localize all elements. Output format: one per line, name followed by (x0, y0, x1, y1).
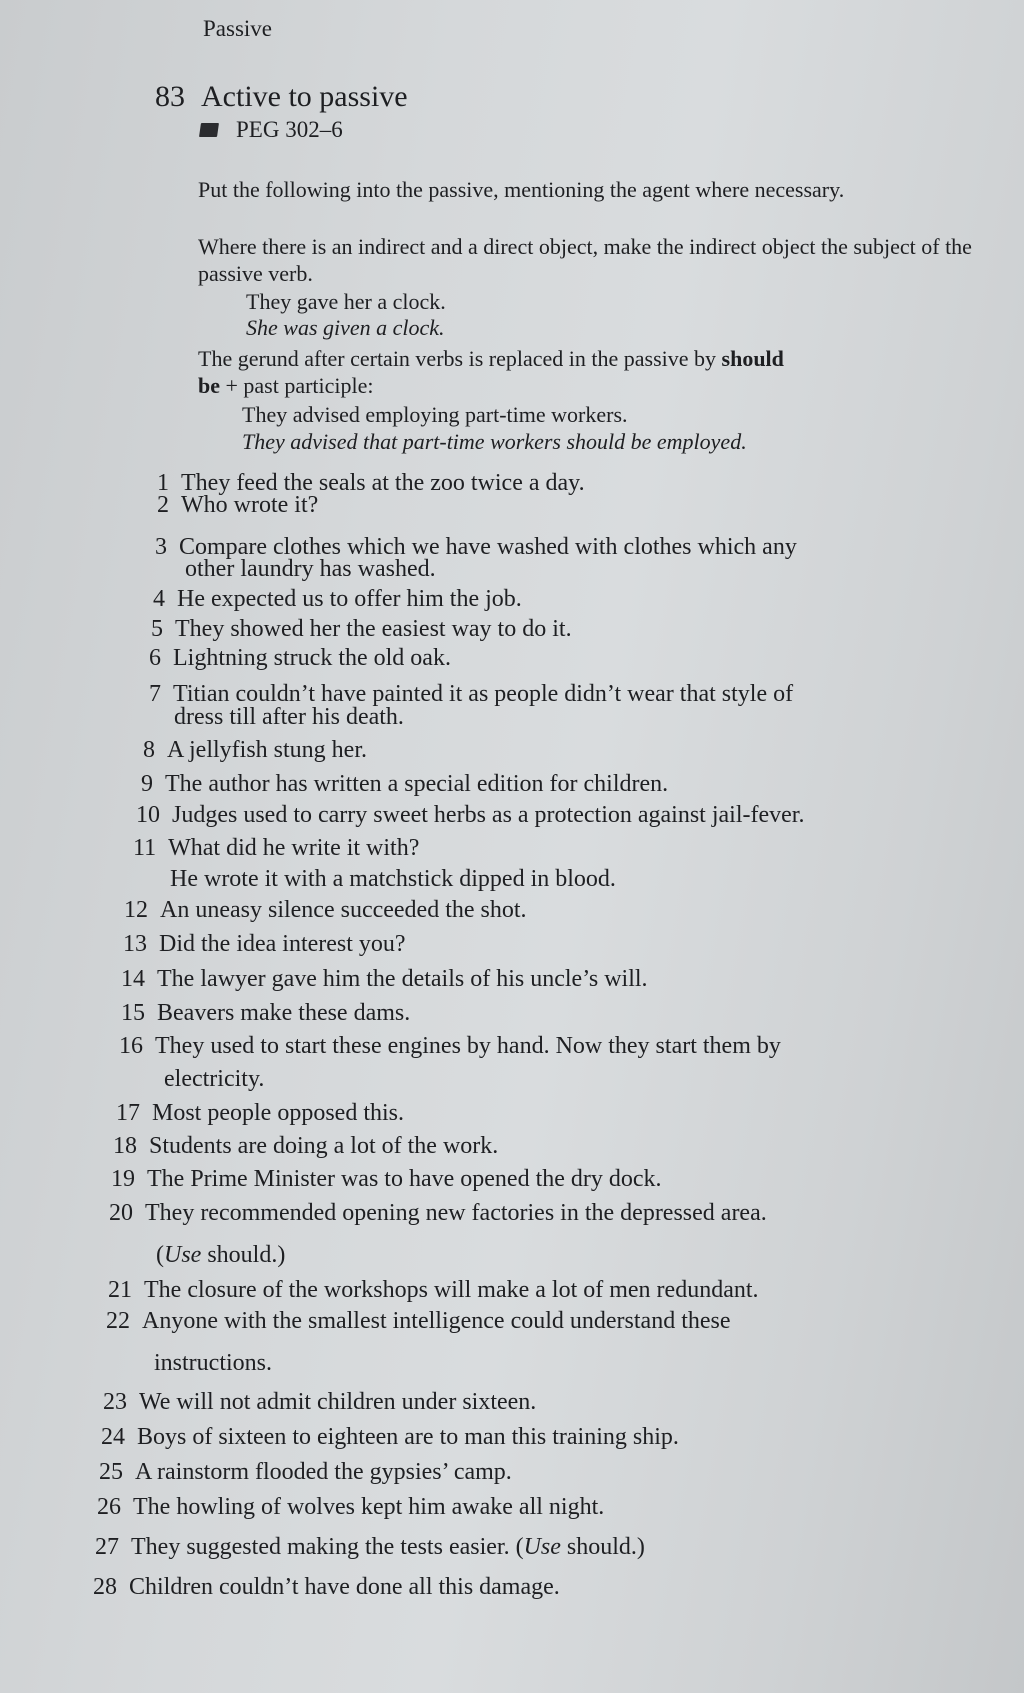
list-item: 18 Students are doing a lot of the work. (113, 1133, 499, 1159)
grammar-reference (200, 117, 343, 143)
list-item: 7 Titian couldn’t have painted it as people didn’t wear that style of (149, 681, 794, 707)
exercise-title (155, 80, 408, 114)
example-2-active: They advised employing part-time workers. (242, 402, 628, 427)
list-item: 22 Anyone with the smallest intelligence could understand these (106, 1308, 731, 1334)
list-item: 23 We will not admit children under sixteen. (103, 1389, 537, 1415)
list-item: 16 They used to start these engines by hand. Now they start them by (119, 1033, 781, 1059)
list-item: 19 The Prime Minister was to have opened the dry dock. (111, 1166, 662, 1192)
list-item: 15 Beavers make these dams. (121, 1000, 411, 1026)
list-item: 24 Boys of sixteen to eighteen are to man this training ship. (101, 1424, 679, 1450)
list-item-continuation: instructions. (154, 1350, 272, 1376)
reference-text: PEG 302–6 (236, 117, 343, 142)
example-2-passive: They advised that part-time workers should be employed. (242, 429, 747, 454)
list-item: 1 They feed the seals at the zoo twice a day. (157, 470, 585, 496)
list-item: 17 Most people opposed this. (116, 1100, 404, 1126)
rule-2-text: The gerund after certain verbs is replaced in the passive by (198, 346, 717, 371)
rule-2-be: be (198, 373, 220, 398)
list-item: 3 Compare clothes which we have washed with clothes which any (155, 534, 797, 560)
list-item: 11 What did he write it with? (133, 835, 420, 861)
book-icon (199, 123, 219, 137)
list-item-continuation: other laundry has washed. (185, 556, 436, 582)
exercise-number: 83 (155, 80, 185, 113)
list-item-continuation: dress till after his death. (174, 704, 404, 730)
rule-2-rest: + past participle: (225, 373, 374, 398)
list-item: 14 The lawyer gave him the details of his uncle’s will. (121, 966, 648, 992)
instructions-rule-2 (198, 345, 998, 399)
rule-2-should: should (721, 346, 784, 371)
list-item: 6 Lightning struck the old oak. (149, 645, 451, 671)
list-item-continuation: He wrote it with a matchstick dipped in blood. (170, 866, 616, 892)
list-item: 10 Judges used to carry sweet herbs as a protection against jail-fever. (136, 802, 805, 828)
list-item: 2 Who wrote it? (157, 492, 319, 518)
list-item: 20 They recommended opening new factories in the depressed area. (109, 1200, 767, 1226)
example-1-passive: She was given a clock. (246, 315, 445, 340)
list-item: 13 Did the idea interest you? (123, 931, 406, 957)
list-item: 9 The author has written a special edition for children. (141, 771, 669, 797)
page-header: Passive (203, 16, 272, 41)
list-item: 27 They suggested making the tests easier. (Use should.) (95, 1534, 645, 1560)
list-item: 28 Children couldn’t have done all this damage. (93, 1574, 560, 1600)
instructions-rule-1: Where there is an indirect and a direct object, make the indirect object the subject of the passive verb. (198, 234, 972, 286)
list-item: 4 He expected us to offer him the job. (153, 586, 522, 612)
list-item-continuation: electricity. (164, 1066, 265, 1092)
exercise-title-text: Active to passive (201, 80, 408, 113)
list-item: 12 An uneasy silence succeeded the shot. (124, 897, 527, 923)
list-item: 26 The howling of wolves kept him awake all night. (97, 1494, 605, 1520)
list-item: 8 A jellyfish stung her. (143, 737, 367, 763)
list-item: 25 A rainstorm flooded the gypsies’ camp. (99, 1459, 512, 1485)
list-item-continuation: (Use should.) (156, 1242, 286, 1268)
list-item: 21 The closure of the workshops will make a lot of men redundant. (108, 1277, 759, 1303)
instructions-intro: Put the following into the passive, mentioning the agent where necessary. (198, 177, 845, 202)
list-item: 5 They showed her the easiest way to do it. (151, 616, 572, 642)
example-1-active: They gave her a clock. (246, 289, 446, 314)
